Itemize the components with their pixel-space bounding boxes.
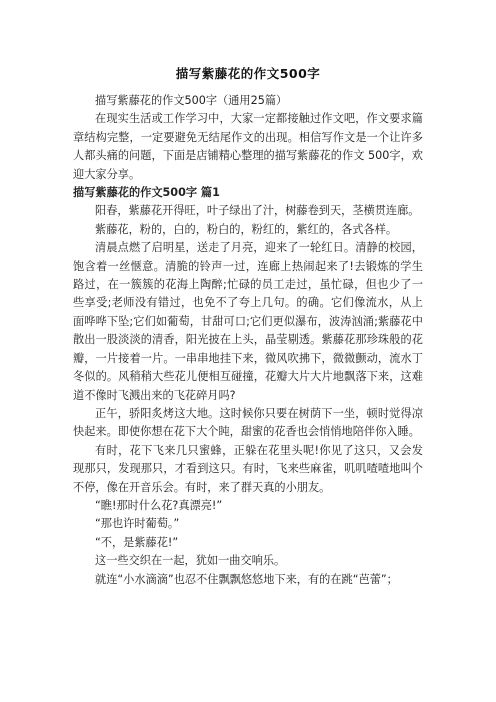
- section-heading: 描写紫藤花的作文500字 篇1: [73, 186, 220, 200]
- body-paragraph: 阳春，紫藤花开得旺，叶子绿出了汁，树藤卷到天，茎横贯连廊。: [95, 204, 420, 218]
- body-paragraph: 这一些交织在一起，犹如一曲交响乐。: [95, 554, 286, 568]
- dialogue-line: “瞧!那时什么花?真漂亮!”: [95, 498, 223, 512]
- body-paragraph: 紫藤花，粉的，白的，粉白的，粉红的，紫红的，各式各样。: [95, 222, 398, 236]
- body-paragraph: 就连“小水滴滴”也忍不住飘飘悠悠地下来，有的在跳“芭蕾”；: [95, 572, 398, 586]
- body-paragraph: 正午，骄阳炙烤这大地。这时候你只要在树荫下一坐，顿时觉得凉快起来。即使你想在花下大个盹，甜蜜的花香也会悄悄地陪伴你入睡。: [73, 406, 423, 439]
- dialogue-line: “那也许时葡萄。”: [95, 517, 180, 531]
- body-paragraph: 清晨点燃了启明星，送走了月亮，迎来了一轮红日。清静的校园，饱含着一丝惬意。清脆的铃声一过，连廊上热闹起来了!去锻炼的学生路过，在一簇簇的花海上陶醉;忙碌的员工走过，虽忙碌，但也少了一些享受;老师没有错过，也免不了夸上几句。的确。它们像流水，从上面哗哗下坠;它们如葡萄，甘甜可口;它们更似瀑布，波涛汹涌;紫藤花中散出一股淡淡的清香，阳光披在上头，晶莹剔透。紫藤花那珍珠般的花瓣，一片接着一片。一串串地挂下来，微风吹拂下，微微颤动，流水丁冬似的。风稍稍大些花儿便相互碰撞，花瓣大片大片地飘落下来，这难道不像时飞溅出来的飞花碎月吗?: [73, 241, 423, 402]
- intro-title: 描写紫藤花的作文500字（通用25篇）: [95, 94, 288, 107]
- intro-paragraph: 在现实生活或工作学习中，大家一定都接触过作文吧，作文要求篇章结构完整，一定要避免无结尾作文的出现。相信写作文是一个让许多人都头痛的问题，下面是店铺精心整理的描写紫藤花的作文 500字，欢迎大家分享。: [73, 112, 423, 181]
- dialogue-line: “不，是紫藤花!”: [95, 535, 179, 549]
- document-title: 描写紫藤花的作文500字: [175, 66, 321, 81]
- body-paragraph: 有时，花下飞来几只蜜蜂，正躲在花里头呢!你见了这只，又会发现那只，发现那只，才看到这只。有时，飞来些麻雀，叽叽喳喳地叫个不停，像在开音乐会。有时，来了群天真的小朋友。: [73, 443, 423, 494]
